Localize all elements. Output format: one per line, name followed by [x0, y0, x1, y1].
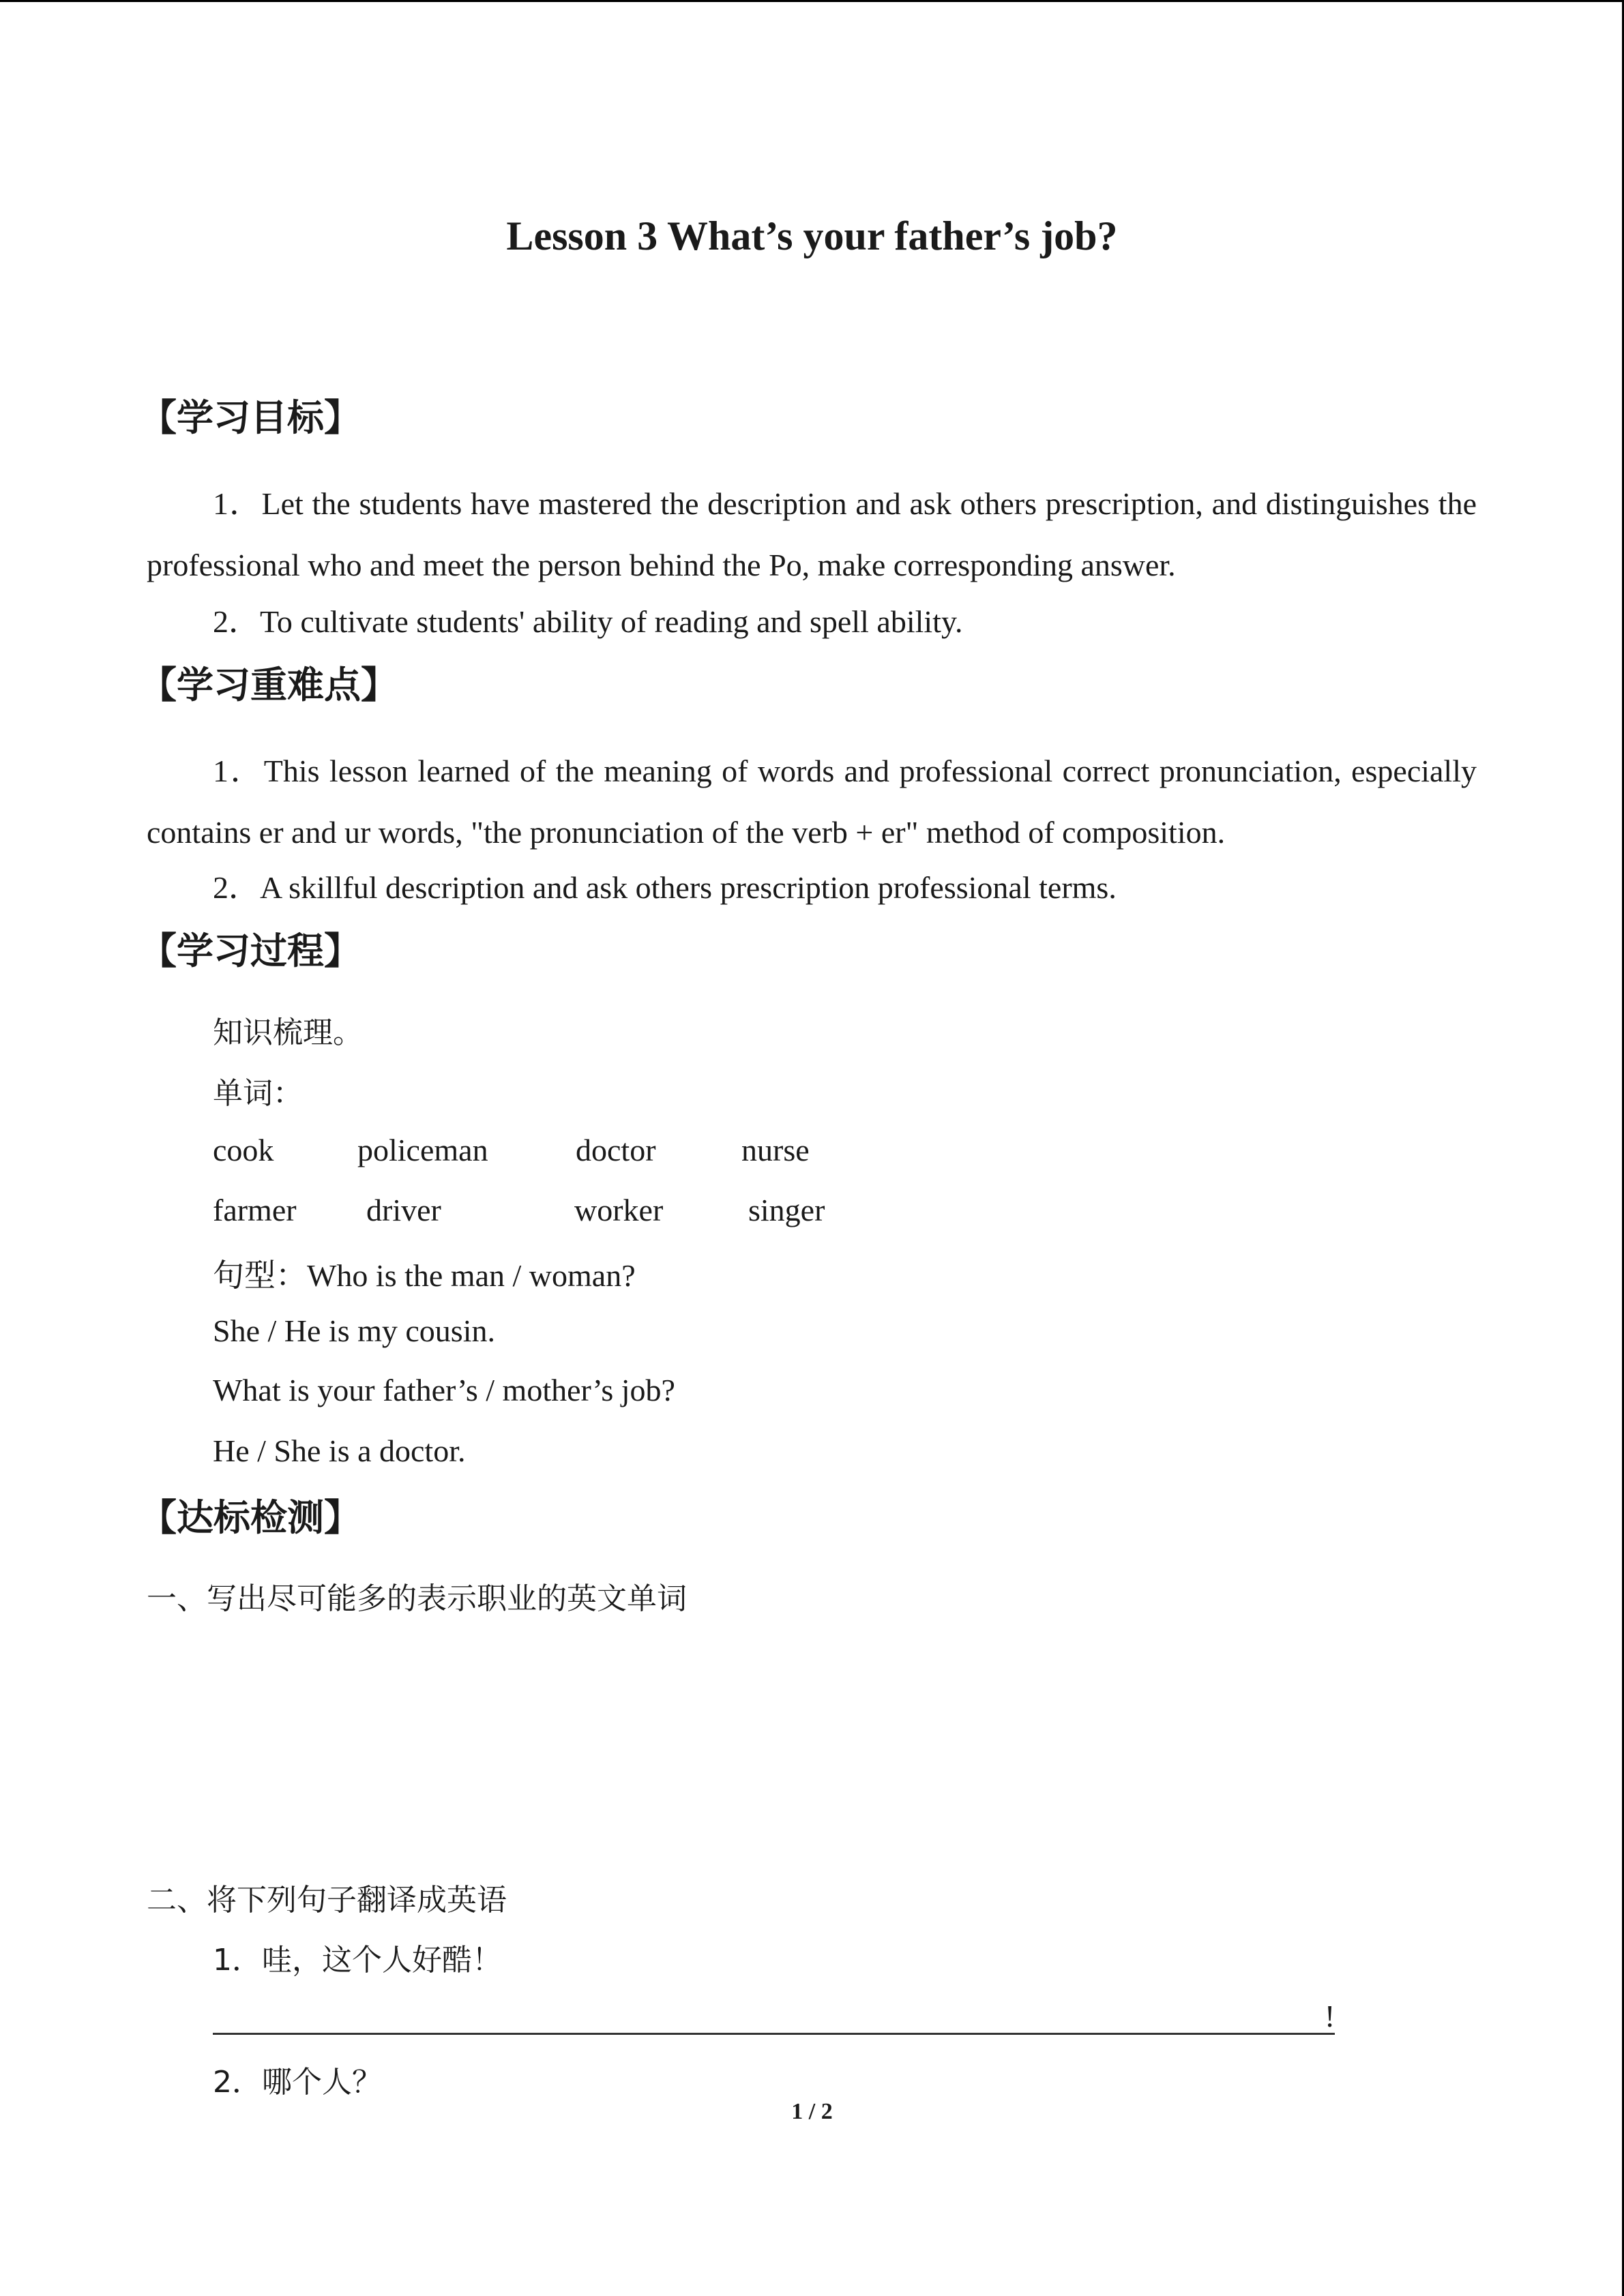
sentence-1: She / He is my cousin. [213, 1313, 495, 1348]
word-doctor: doctor [576, 1133, 656, 1167]
sentence-3: He / She is a doctor. [213, 1433, 466, 1468]
heading-key-points: 【学习重难点】 [140, 664, 398, 706]
word-farmer: farmer [213, 1193, 297, 1227]
check-part-2: 二、将下列句子翻译成英语 [147, 1883, 507, 1918]
page-number: 1 / 2 [791, 2099, 833, 2124]
key-points-item-2: 2．A skillful description and ask others prescription professional terms. [213, 870, 1117, 905]
word-singer: singer [748, 1193, 825, 1227]
words-label: 单词： [213, 1076, 303, 1111]
goals-item-2: 2．To cultivate students' ability of reading and spell ability. [213, 604, 963, 639]
answer-line [213, 2033, 1335, 2035]
sentence-2: What is your father’s / mother’s job? [213, 1373, 675, 1407]
heading-process: 【学习过程】 [140, 929, 361, 972]
heading-check: 【达标检测】 [140, 1496, 361, 1539]
word-driver: driver [366, 1193, 441, 1227]
heading-goals: 【学习目标】 [140, 396, 361, 439]
document-title: Lesson 3 What’s your father’s job? [506, 213, 1118, 258]
process-intro: 知识梳理。 [213, 1015, 363, 1050]
word-nurse: nurse [741, 1133, 810, 1167]
key-points-item-1: 1．This lesson learned of the meaning of words and professional correct pronunciation, especially contains er and ur words, "the pronunciation of the verb + er" method of composition. [147, 754, 1477, 850]
word-policeman: policeman [357, 1133, 488, 1167]
word-cook: cook [213, 1133, 274, 1167]
answer-line-end: ! [1325, 1999, 1335, 2033]
check-part-1: 一、写出尽可能多的表示职业的英文单词 [147, 1581, 687, 1616]
question-2: 2．哪个人？ [213, 2065, 382, 2100]
question-1: 1．哇，这个人好酷！ [213, 1943, 502, 1978]
word-worker: worker [574, 1193, 664, 1227]
sentence-pattern: 句型：Who is the man / woman? [213, 1258, 636, 1293]
goals-item-1: 1．Let the students have mastered the description and ask others prescription, and distinguishes the professional who and meet the person behind the Po, make corresponding answer. [147, 486, 1477, 582]
